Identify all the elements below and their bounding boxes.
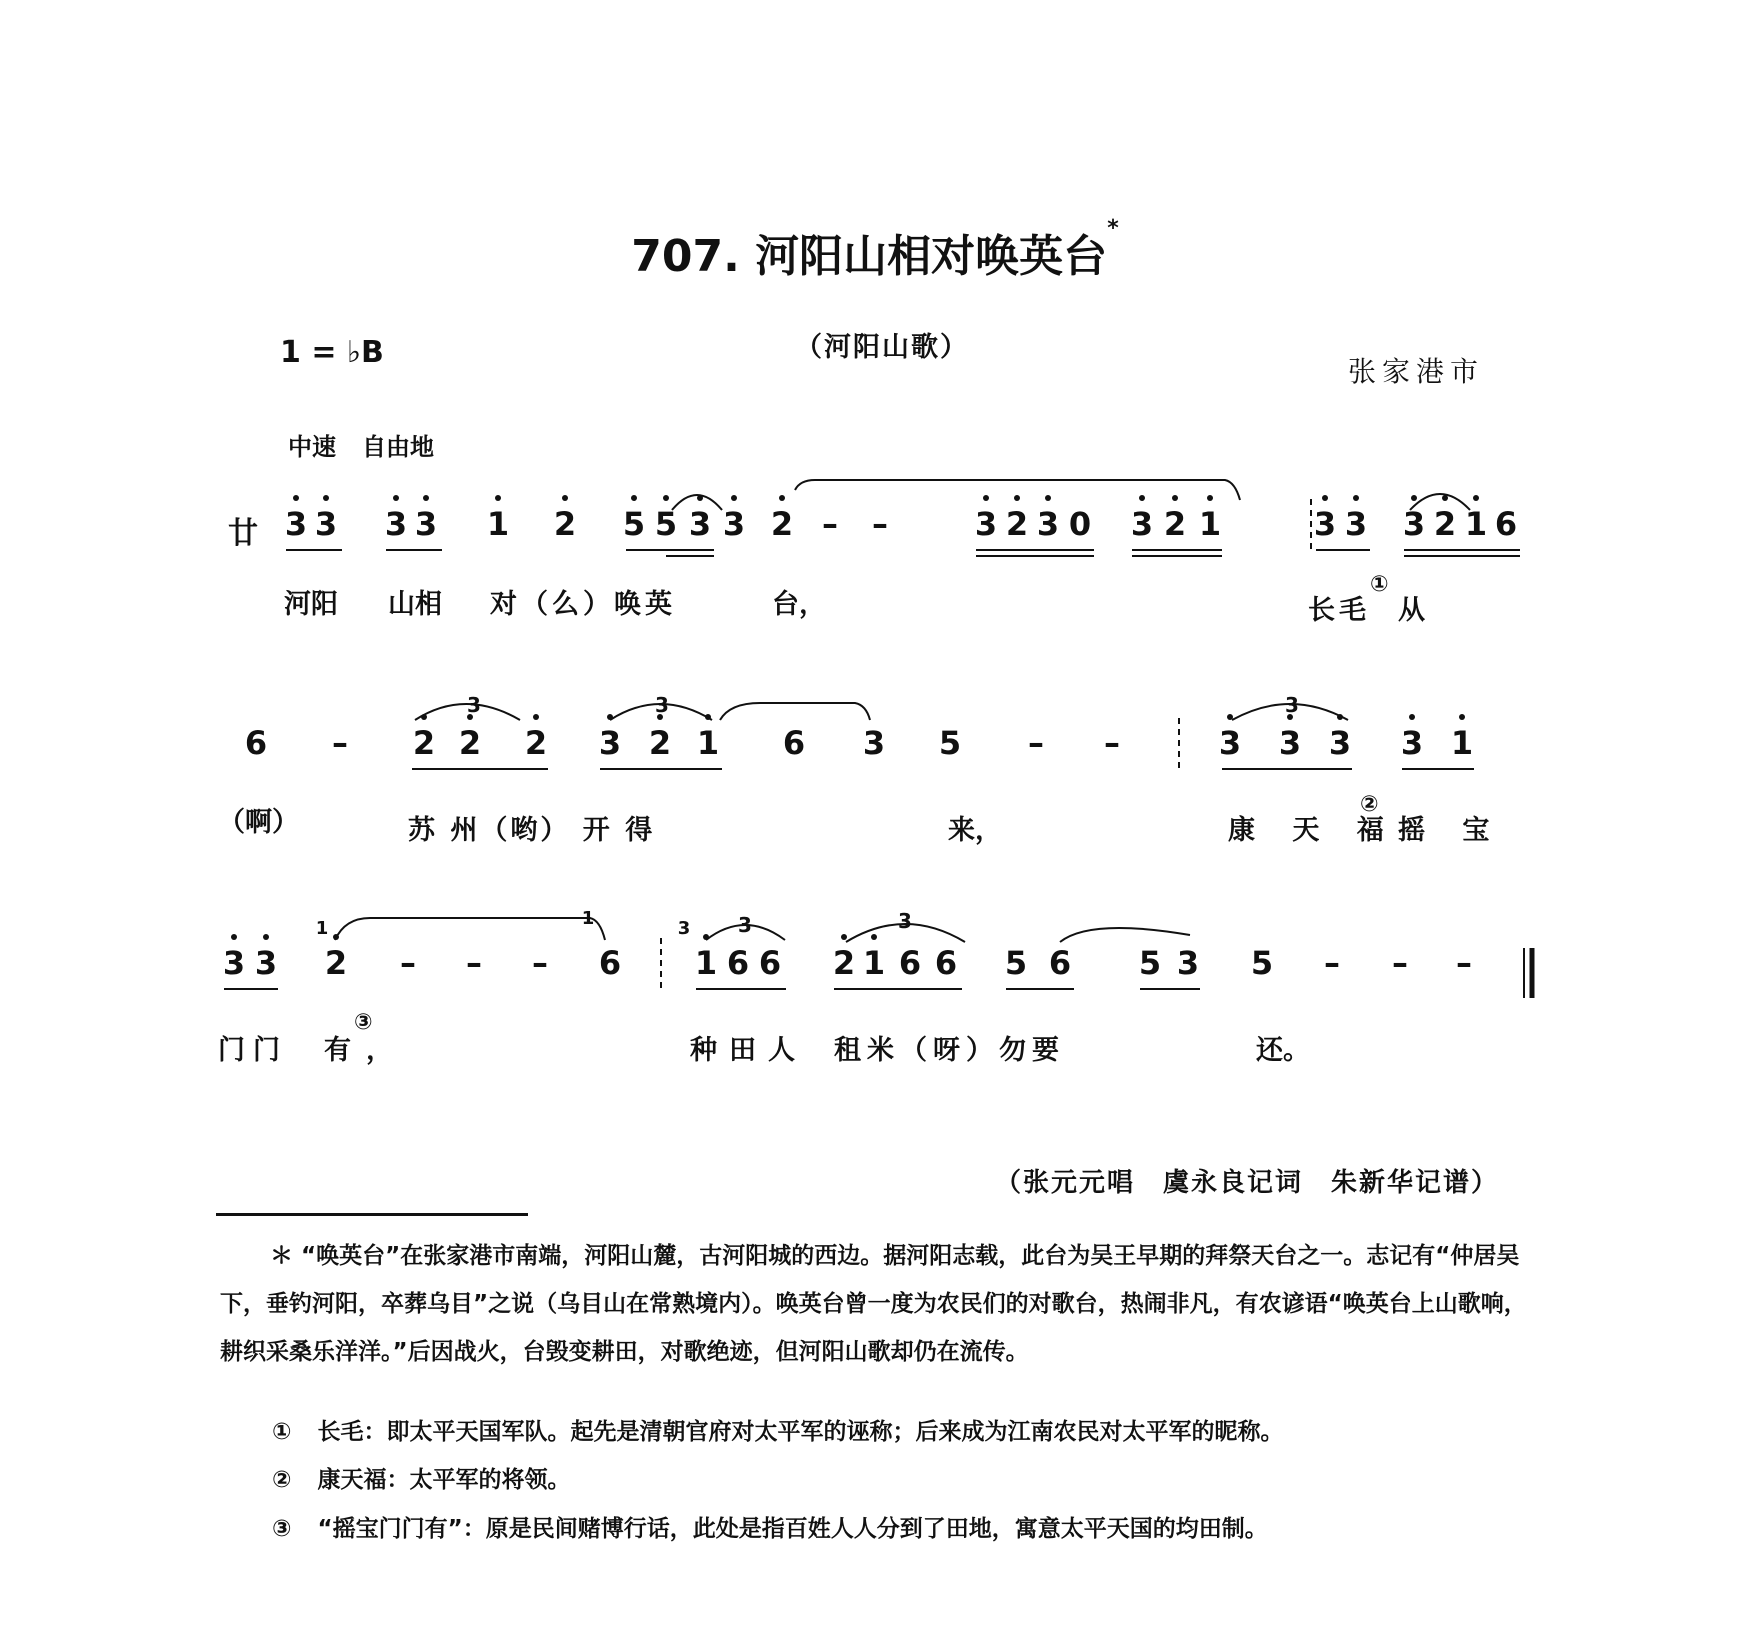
note-digit: 3 bbox=[314, 505, 338, 543]
footnote-1 bbox=[272, 1408, 1284, 1456]
note-digit: 6 bbox=[1048, 944, 1072, 982]
note-digit: 3 bbox=[414, 505, 438, 543]
lyric-row3-c: 种田人 bbox=[690, 1035, 807, 1066]
lyric-row1-c: 对（么）唤英 bbox=[490, 589, 676, 620]
note-digit: 2 bbox=[1433, 505, 1457, 543]
footnote-2-mark: ② bbox=[272, 1467, 292, 1493]
note-digit: 3 bbox=[1313, 505, 1337, 543]
grace-note: 1 bbox=[315, 918, 329, 939]
performer-credit: （张元元唱 虞永良记词 朱新华记谱） bbox=[995, 1168, 1500, 1198]
footnote-ref-3: ③ bbox=[354, 1010, 373, 1035]
lyric-row3-a: 门门 bbox=[218, 1035, 288, 1066]
note-digit: 3 bbox=[862, 724, 886, 762]
note-digit: 6 bbox=[758, 944, 782, 982]
note-digit: 1 bbox=[1464, 505, 1488, 543]
note-digit: 2 bbox=[324, 944, 348, 982]
dash-note: – bbox=[532, 944, 548, 982]
lyric-row1-b: 山相 bbox=[388, 589, 442, 620]
note-digit: 3 bbox=[284, 505, 308, 543]
footnote-2 bbox=[272, 1456, 571, 1504]
dash-note: – bbox=[1028, 724, 1044, 762]
dash-note: – bbox=[822, 505, 838, 543]
dash-note: – bbox=[872, 505, 888, 543]
note-digit: 3 bbox=[254, 944, 278, 982]
footnote-ref-2: ② bbox=[1360, 792, 1379, 817]
note-digit: 2 bbox=[553, 505, 577, 543]
note-digit: 5 bbox=[654, 505, 678, 543]
note-digit: 6 bbox=[726, 944, 750, 982]
dash-note: – bbox=[1104, 724, 1120, 762]
note-digit: 3 bbox=[222, 944, 246, 982]
note-digit: 3 bbox=[722, 505, 746, 543]
footnote-1-mark: ① bbox=[272, 1419, 292, 1445]
triplet-mark: 3 bbox=[655, 693, 669, 717]
note-digit: 2 bbox=[524, 724, 548, 762]
note-digit: 2 bbox=[458, 724, 482, 762]
tempo-style: 自由地 bbox=[362, 433, 434, 461]
key-signature: 1 = ♭B bbox=[280, 335, 384, 370]
lyric-row3-d: 租米（呀）勿要 bbox=[834, 1035, 1065, 1066]
grace-note: 3 bbox=[677, 918, 691, 939]
note-digit: 3 bbox=[1402, 505, 1426, 543]
lyric-row2-d: 康 天 福 bbox=[1228, 815, 1398, 846]
note-digit: 6 bbox=[1494, 505, 1518, 543]
footnote-2-text: 康天福：太平军的将领。 bbox=[317, 1467, 571, 1493]
footnote-3-mark: ③ bbox=[272, 1516, 292, 1542]
note-digit: 6 bbox=[598, 944, 622, 982]
note-digit: 3 bbox=[1328, 724, 1352, 762]
free-meter-symbol: 廿 bbox=[228, 516, 258, 551]
note-digit: 3 bbox=[1176, 944, 1200, 982]
note-digit: 5 bbox=[1250, 944, 1274, 982]
note-digit: 0 bbox=[1068, 505, 1092, 543]
dash-note: – bbox=[400, 944, 416, 982]
note-digit: 1 bbox=[486, 505, 510, 543]
note-digit: 6 bbox=[244, 724, 268, 762]
song-number: 707. bbox=[631, 231, 740, 282]
lyric-row1-d: 台， bbox=[772, 589, 826, 620]
note-digit: 2 bbox=[1005, 505, 1029, 543]
lyric-row2-c: 来， bbox=[948, 815, 1002, 846]
note-digit: 2 bbox=[770, 505, 794, 543]
triplet-mark: 3 bbox=[738, 913, 752, 937]
lyric-row3-comma: ， bbox=[366, 1035, 393, 1066]
note-digit: 1 bbox=[1450, 724, 1474, 762]
lyric-row1-e: 长毛 bbox=[1308, 595, 1370, 626]
note-digit: 3 bbox=[1130, 505, 1154, 543]
note-digit: 3 bbox=[1036, 505, 1060, 543]
footnote-3 bbox=[272, 1505, 1268, 1553]
footnote-3-text: “摇宝门门有”：原是民间赌博行话，此处是指百姓人人分到了田地，寓意太平天国的均田制。 bbox=[317, 1516, 1268, 1542]
footnote-divider bbox=[216, 1213, 528, 1216]
lyric-row2-b: 苏 州（哟） 开 得 bbox=[408, 815, 656, 846]
note-digit: 3 bbox=[598, 724, 622, 762]
note-digit: 3 bbox=[1278, 724, 1302, 762]
triplet-mark: 3 bbox=[467, 693, 481, 717]
explanatory-note: ＊ “唤英台”在张家港市南端，河阳山麓，古河阳城的西边。据河阳志载，此台为吴王早期的拜祭天台之一。志记有“仲居吴下，垂钓河阳，卒葬乌目”之说（乌目山在常熟境内）。唤英台曾一度为农民们的对歌台，热闹非凡，有农谚语“唤英台上山歌响，耕织采桑乐洋洋。”后因战火，台毁变耕田，对歌绝迹，但河阳山歌却仍在流传。 bbox=[220, 1243, 1527, 1365]
note-digit: 2 bbox=[412, 724, 436, 762]
lyric-row1-f: 从 bbox=[1398, 595, 1425, 626]
note-digit: 3 bbox=[1218, 724, 1242, 762]
lyric-row3-b: 有 bbox=[324, 1035, 351, 1066]
note-digit: 5 bbox=[622, 505, 646, 543]
note-digit: 1 bbox=[862, 944, 886, 982]
note-digit: 2 bbox=[1163, 505, 1187, 543]
note-digit: 5 bbox=[1004, 944, 1028, 982]
lyric-row2-a: （啊） bbox=[218, 807, 299, 838]
note-digit: 3 bbox=[688, 505, 712, 543]
note-digit: 1 bbox=[696, 724, 720, 762]
note-digit: 5 bbox=[938, 724, 962, 762]
footnote-1-text: 长毛：即太平天国军队。起先是清朝官府对太平军的诬称；后来成为江南农民对太平军的昵称。 bbox=[317, 1419, 1284, 1445]
footnote-ref-1: ① bbox=[1370, 572, 1389, 597]
song-title: 河阳山相对唤英台 bbox=[755, 231, 1108, 282]
note-digit: 6 bbox=[782, 724, 806, 762]
dash-note: – bbox=[332, 724, 348, 762]
title-mark: * bbox=[1107, 216, 1119, 241]
dash-note: – bbox=[466, 944, 482, 982]
dash-note: – bbox=[1392, 944, 1408, 982]
note-digit: 1 bbox=[694, 944, 718, 982]
note-digit: 6 bbox=[934, 944, 958, 982]
triplet-mark: 3 bbox=[898, 909, 912, 933]
note-digit: 6 bbox=[898, 944, 922, 982]
note-digit: 5 bbox=[1138, 944, 1162, 982]
note-digit: 3 bbox=[1400, 724, 1424, 762]
note-digit: 3 bbox=[1344, 505, 1368, 543]
triplet-mark: 3 bbox=[1285, 693, 1299, 717]
dash-note: – bbox=[1456, 944, 1472, 982]
note-digit: 2 bbox=[648, 724, 672, 762]
origin-location: 张家港市 bbox=[1348, 355, 1485, 388]
grace-note: 1 bbox=[581, 908, 595, 929]
dash-note: – bbox=[1324, 944, 1340, 982]
note-digit: 1 bbox=[1198, 505, 1222, 543]
note-digit: 2 bbox=[832, 944, 856, 982]
lyric-row3-e: 还。 bbox=[1256, 1035, 1310, 1066]
note-digit: 3 bbox=[384, 505, 408, 543]
genre-subtitle: （河阳山歌） bbox=[795, 332, 969, 363]
lyric-row2-e: 摇 宝 bbox=[1398, 815, 1504, 846]
tempo-speed: 中速 bbox=[288, 433, 336, 461]
lyric-row1-a: 河阳 bbox=[284, 589, 338, 620]
note-digit: 3 bbox=[974, 505, 998, 543]
